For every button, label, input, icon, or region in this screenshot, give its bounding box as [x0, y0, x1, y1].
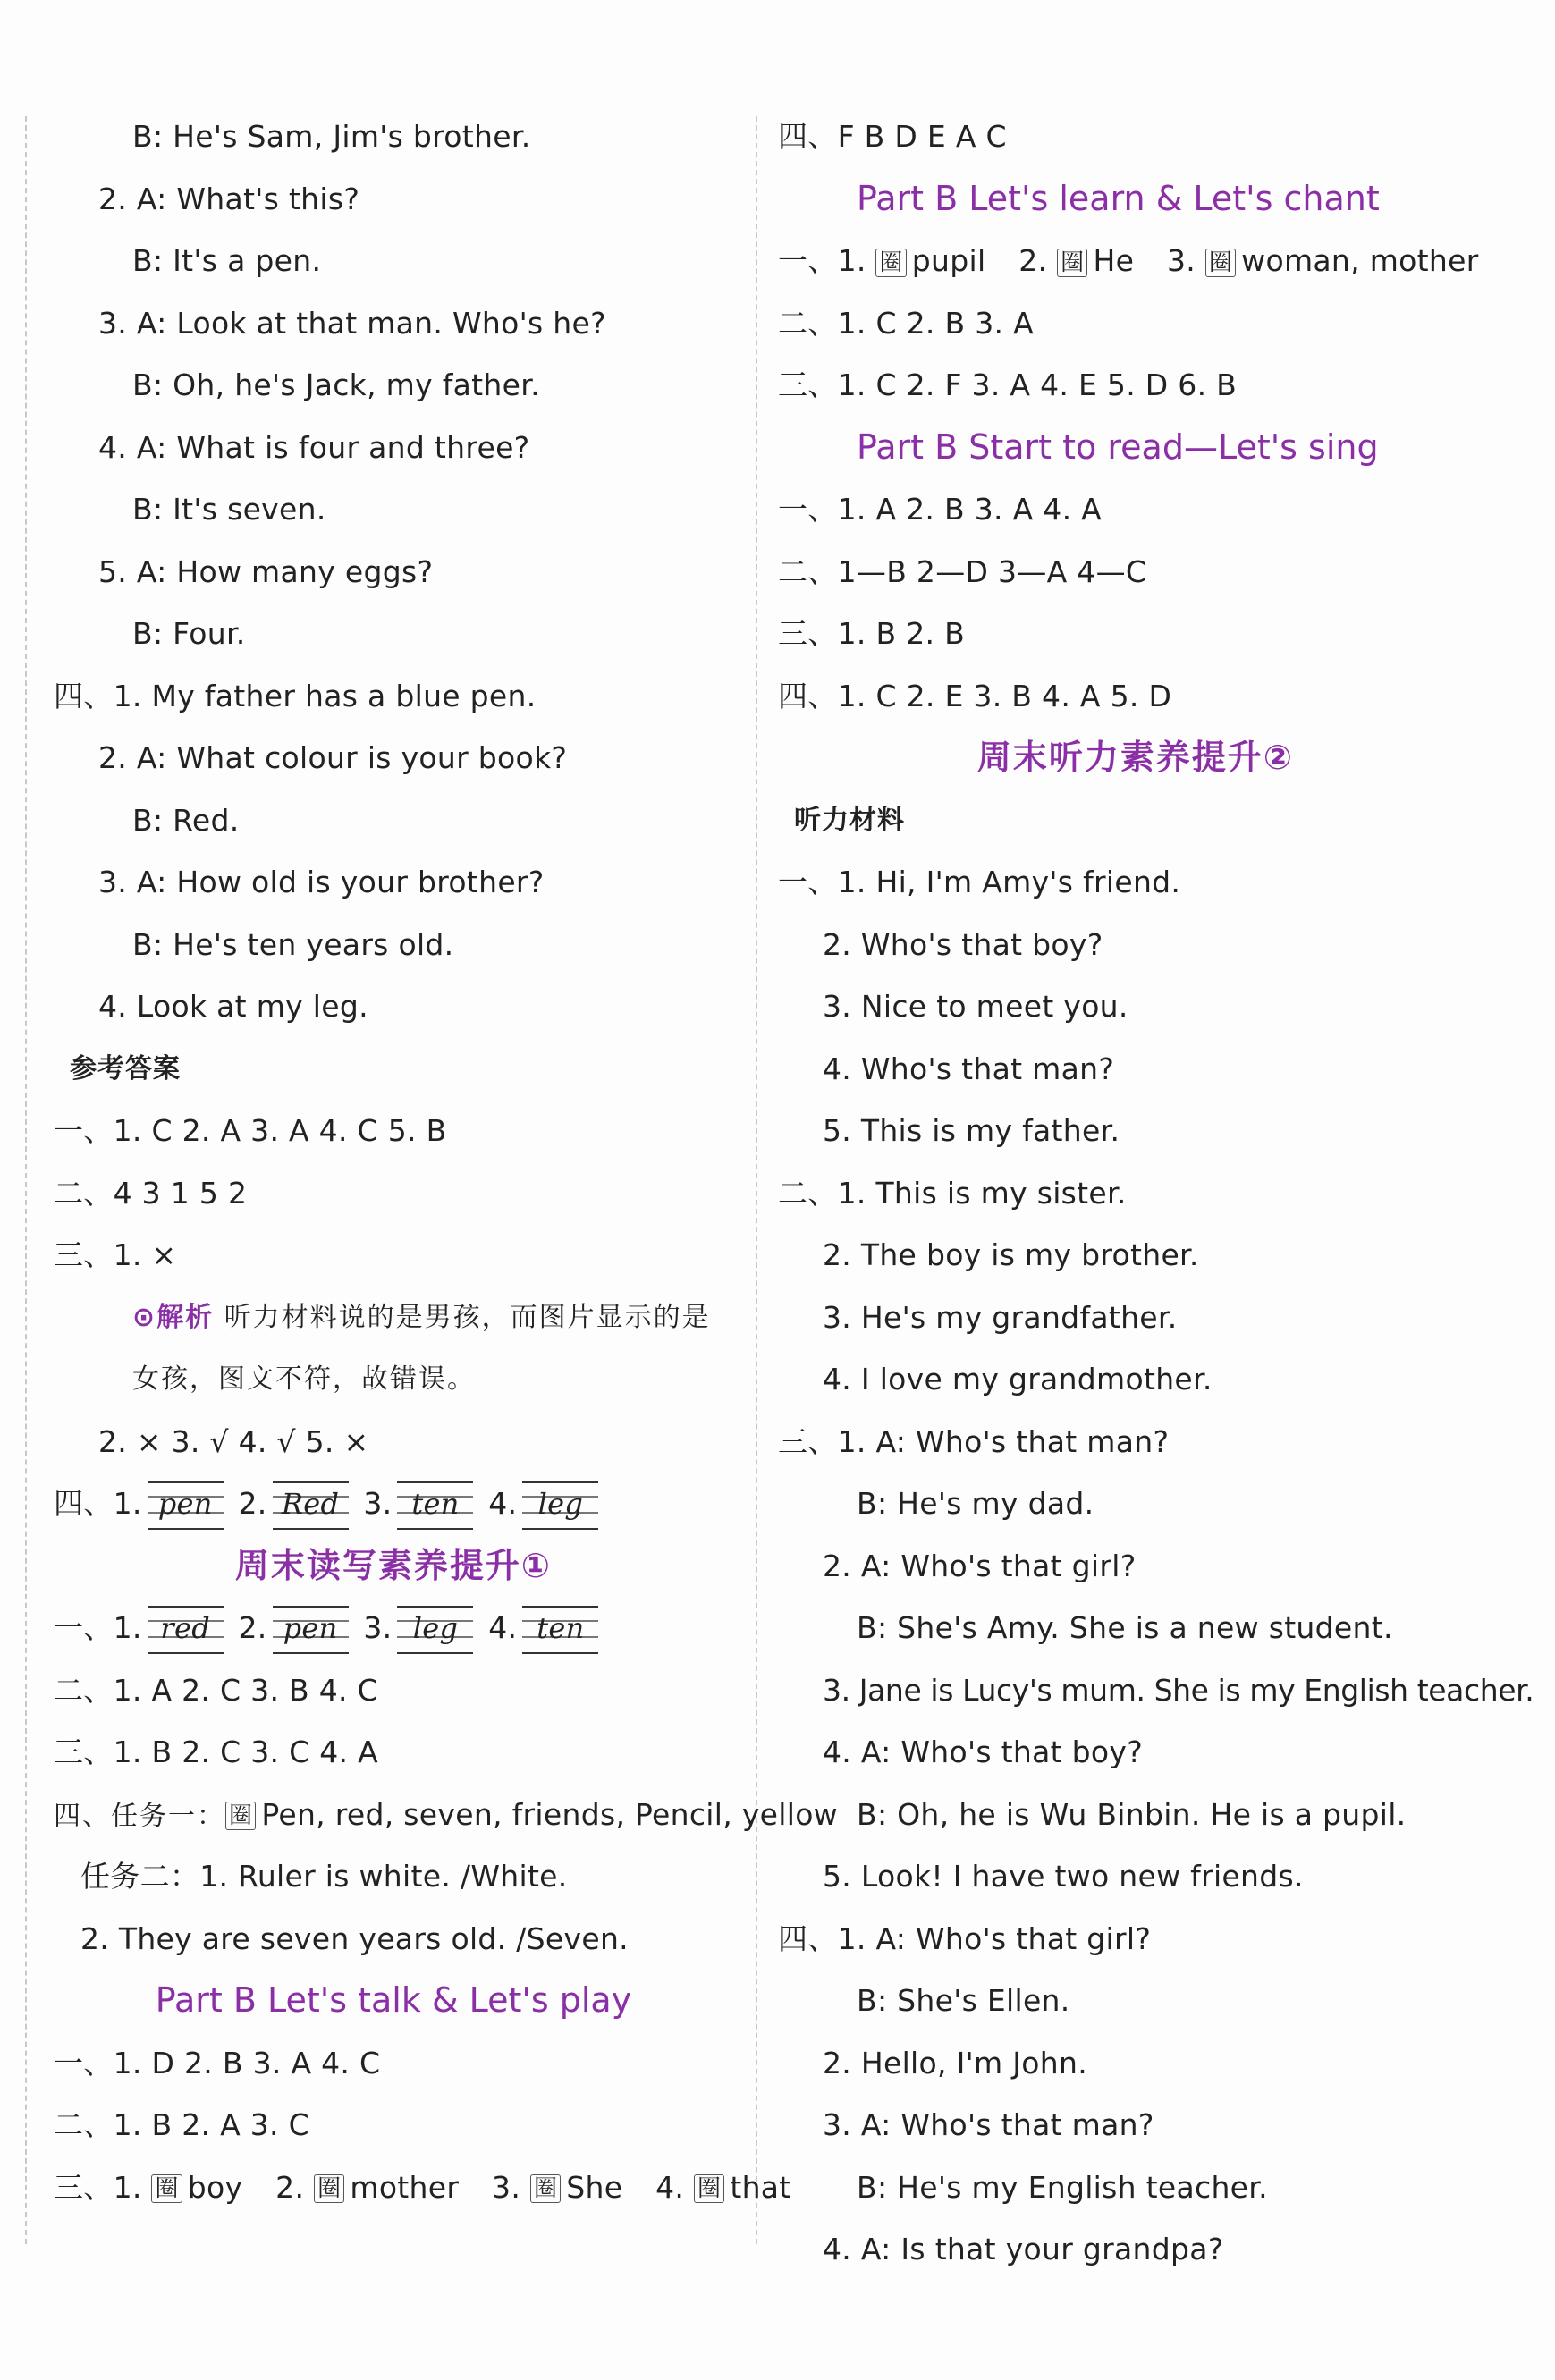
circle-tag: 圈 [225, 1802, 256, 1830]
handwritten-word: leg [397, 1606, 473, 1654]
text-line: 3. A: Look at that man. Who's he? [98, 305, 606, 341]
circle-tag: 圈 [151, 2174, 182, 2203]
answer-line: 三、1. B 2. C 3. C 4. A [54, 1734, 378, 1769]
circle-tag: 圈 [314, 2174, 344, 2203]
answer-line: 一、1. C 2. A 3. A 4. C 5. B [54, 1113, 447, 1148]
text-line: 2. Who's that boy? [823, 926, 1103, 962]
text-line: 4. Look at my leg. [98, 989, 368, 1024]
center-column-divider [756, 116, 757, 2244]
handwritten-word: Red [273, 1481, 349, 1530]
text-line: 二、1. This is my sister. [778, 1175, 1127, 1211]
handwriting-answer-line: 四、1. pen 2. Red 3. ten 4. leg [54, 1473, 733, 1535]
text-line: 2. Hello, I'm John. [823, 2045, 1087, 2080]
section-title: Part B Start to read—Let's sing [857, 426, 1379, 467]
text-line: 2. A: What colour is your book? [98, 740, 568, 775]
handwriting-answer-line: 一、1. red 2. pen 3. leg 4. ten [54, 1597, 733, 1659]
text-line: 四、1. A: Who's that girl? [778, 1920, 1152, 1956]
answer-line: 一、1. D 2. B 3. A 4. C [54, 2045, 381, 2080]
text-line: 4. A: Is that your grandpa? [823, 2232, 1224, 2266]
answer-line: 三、1. × [54, 1237, 177, 1272]
answer-line: 三、1. 圈 boy 2. 圈 mother 3. 圈 She 4. 圈 that [54, 2169, 791, 2205]
handwritten-word: pen [148, 1481, 224, 1530]
text-line: 2. A: Who's that girl? [823, 1548, 1137, 1583]
answer-line: 四、F B D E A C [778, 119, 1007, 154]
text-line: 5. Look! I have two new friends. [823, 1859, 1304, 1894]
text-line: 4. A: What is four and three? [98, 429, 530, 465]
text-line: 3. A: How old is your brother? [98, 865, 545, 899]
answer-line: 一、1. 圈 pupil 2. 圈 He 3. 圈 woman, mother [778, 243, 1479, 278]
answer-line: 二、1. C 2. B 3. A [778, 305, 1034, 341]
handwritten-word: ten [397, 1481, 473, 1530]
answer-line: 三、1. B 2. B [778, 616, 966, 651]
answer-line: 任务二：1. Ruler is white. /White. [80, 1859, 568, 1894]
text-line: B: He's my dad. [857, 1486, 1094, 1521]
answer-line: 二、1. A 2. C 3. B 4. C [54, 1672, 378, 1708]
text-line: B: He's ten years old. [132, 926, 454, 962]
text-line: 4. I love my grandmother. [823, 1362, 1213, 1397]
text-line: 5. A: How many eggs? [98, 553, 434, 589]
text-line: B: It's seven. [132, 492, 326, 527]
jiexi-line [54, 1287, 733, 1349]
text-line: 4. Who's that man? [823, 1051, 1115, 1086]
circle-tag: 圈 [1057, 249, 1087, 277]
answer-line: 2. × 3. √ 4. √ 5. × [98, 1423, 369, 1459]
text-line: 3. Jane is Lucy's mum. She is my English teacher. [823, 1672, 1534, 1708]
answers-label: 参考答案 [70, 1052, 181, 1085]
text-line: B: She's Amy. She is a new student. [857, 1610, 1393, 1645]
circle-tag: 圈 [694, 2174, 724, 2203]
text-line: 3. He's my grandfather. [823, 1299, 1178, 1335]
text-line: B: Red. [132, 802, 240, 838]
text-line: 3. A: Who's that man? [823, 2107, 1154, 2142]
text-line: 3. Nice to meet you. [823, 989, 1128, 1024]
jiexi-text: 女孩，图文不符，故错误。 [132, 1363, 476, 1395]
left-column [54, 105, 838, 2218]
section-title: Part B Let's learn & Let's chant [857, 178, 1380, 218]
answer-line: 四、任务一： 圈 Pen, red, seven, friends, Pencil, yellow [54, 1796, 838, 1832]
handwritten-word: ten [522, 1606, 598, 1654]
text-line: 三、1. A: Who's that man? [778, 1423, 1170, 1459]
text-line: 四、1. My father has a blue pen. [54, 678, 537, 713]
circle-tag: 圈 [530, 2174, 561, 2203]
section-title: Part B Let's talk & Let's play [155, 1980, 632, 2020]
text-line: B: Oh, he's Jack, my father. [132, 367, 540, 402]
answer-line: 二、1—B 2—D 3—A 4—C [778, 553, 1147, 589]
jiexi-label: ⊙解析 [132, 1301, 215, 1333]
circle-tag: 圈 [1205, 249, 1236, 277]
text-line: B: Four. [132, 616, 246, 651]
text-line: B: It's a pen. [132, 243, 322, 278]
text-line: B: He's Sam, Jim's brother. [132, 119, 531, 154]
text-line: 2. The boy is my brother. [823, 1237, 1199, 1272]
text-line: B: Oh, he is Wu Binbin. He is a pupil. [857, 1796, 1407, 1832]
text-line: B: She's Ellen. [857, 1983, 1070, 2018]
text-line: B: He's my English teacher. [857, 2169, 1268, 2205]
section-title: 周末读写素养提升① [234, 1545, 553, 1585]
answer-line: 三、1. C 2. F 3. A 4. E 5. D 6. B [778, 367, 1238, 402]
text-line: 一、1. Hi, I'm Amy's friend. [778, 865, 1181, 899]
handwritten-word: red [148, 1606, 224, 1654]
text-line: 2. A: What's this? [98, 181, 360, 216]
answer-line: 一、1. A 2. B 3. A 4. A [778, 492, 1103, 527]
text-line: 5. This is my father. [823, 1113, 1120, 1148]
answer-line: 二、4 3 1 5 2 [54, 1175, 248, 1211]
handwritten-word: leg [522, 1481, 598, 1530]
handwritten-word: pen [273, 1606, 349, 1654]
answer-line: 二、1. B 2. A 3. C [54, 2107, 309, 2142]
left-margin-divider [25, 116, 27, 2244]
section-title: 周末听力素养提升② [976, 738, 1295, 777]
listening-label: 听力材料 [794, 804, 905, 836]
answer-line: 四、1. C 2. E 3. B 4. A 5. D [778, 678, 1172, 713]
jiexi-text: 听力材料说的是男孩，而图片显示的是 [224, 1301, 711, 1333]
text-line: 4. A: Who's that boy? [823, 1734, 1144, 1769]
circle-tag: 圈 [875, 249, 906, 277]
right-column [778, 105, 1534, 2281]
answer-line: 2. They are seven years old. /Seven. [80, 1920, 629, 1956]
